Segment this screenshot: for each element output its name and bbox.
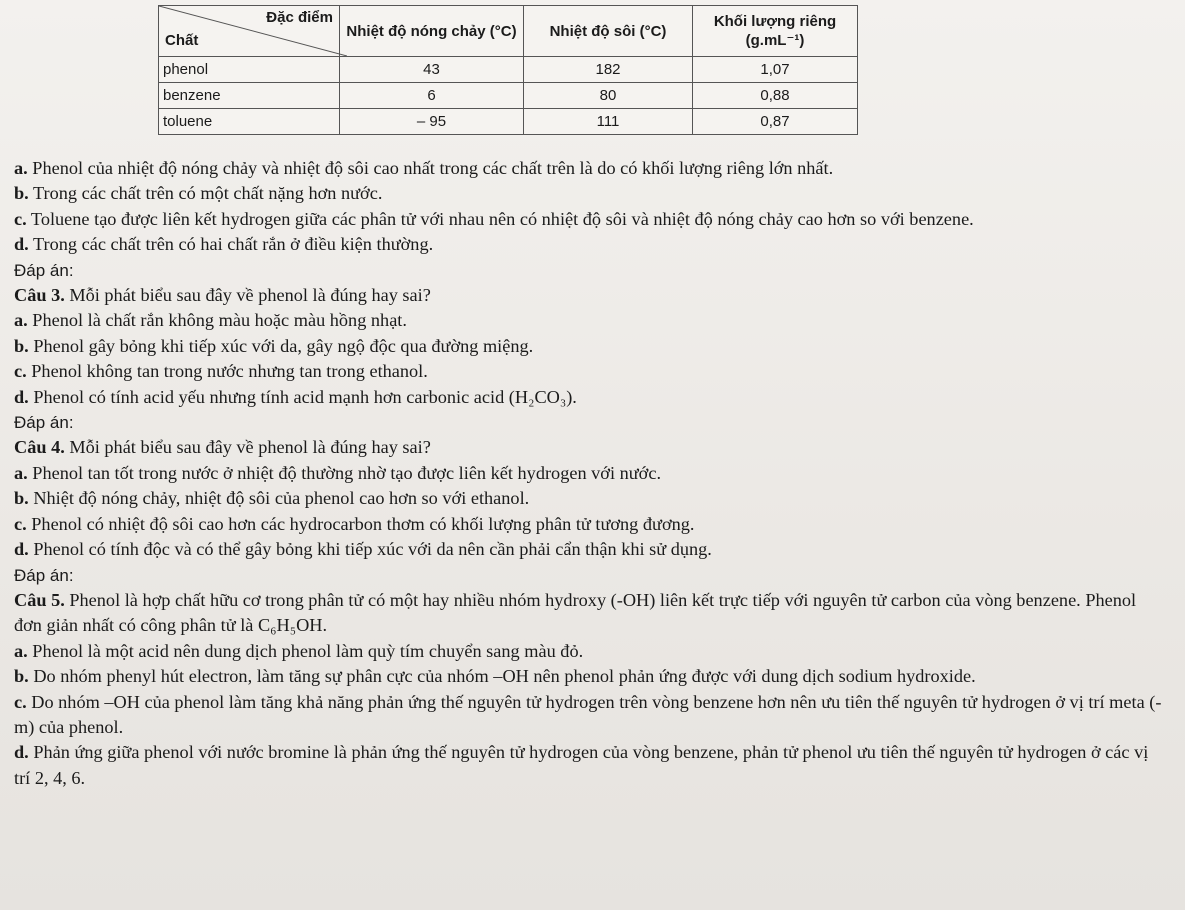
statement-label: d. [14, 234, 29, 255]
statement-label: c. [14, 691, 27, 712]
cell-name: toluene [159, 109, 340, 135]
statement-label: a. [14, 310, 28, 331]
statement-text: Phenol có nhiệt độ sôi cao hơn các hydrocarbon thơm có khối lượng phân tử tương đương. [26, 513, 695, 534]
header-density: Khối lượng riêng (g.mL⁻¹) [693, 6, 858, 57]
statement-text: Phenol có tính độc và có thể gây bỏng khi tiếp xúc với da nên cần phải cẩn thận khi sử dụng. [28, 539, 712, 560]
statement-text: Trong các chất trên có một chất nặng hơn nước. [28, 183, 383, 204]
cell-mp: – 95 [340, 109, 524, 135]
table-row [159, 109, 858, 135]
statement-label: d. [14, 539, 29, 560]
statement-label: b. [14, 183, 29, 204]
statement-label: c. [14, 208, 27, 229]
properties-table [158, 5, 858, 135]
statement-label: d. [14, 742, 29, 763]
q5-stem [14, 588, 1164, 639]
question-number: Câu 4. [14, 437, 65, 458]
statement-label: a. [14, 462, 28, 483]
table-corner-cell [159, 6, 340, 57]
corner-top-label: Đặc điểm [266, 9, 333, 26]
statement-text: Trong các chất trên có hai chất rắn ở điều kiện thường. [28, 234, 434, 255]
statement-text: Phenol là một acid nên dung dịch phenol làm quỳ tím chuyển sang màu đỏ. [27, 640, 584, 661]
q4-answer-label: Đáp án: [14, 565, 74, 585]
statement-label: b. [14, 488, 29, 509]
q2-answer-label: Đáp án: [14, 260, 74, 280]
table-header-row [159, 6, 858, 57]
statement-label: c. [14, 513, 27, 534]
statement-label: d. [14, 386, 29, 407]
q4-stem [14, 435, 1164, 460]
document-body [14, 156, 1164, 791]
statement-label: a. [14, 640, 28, 661]
q3-answer-label: Đáp án: [14, 413, 74, 433]
statement-text: Phenol không tan trong nước nhưng tan trong ethanol. [26, 361, 428, 382]
statement-label: a. [14, 158, 28, 178]
statement-text: Nhiệt độ nóng chảy, nhiệt độ sôi của phenol cao hơn so với ethanol. [28, 488, 530, 509]
q3-statement-c [14, 359, 1164, 384]
statement-text: Toluene tạo được liên kết hydrogen giữa các phân tử với nhau nên có nhiệt độ sôi và nhiệt độ nóng chảy cao hơn so với benzene. [26, 208, 974, 229]
q5-statement-d [14, 740, 1164, 791]
q3-stem [14, 283, 1164, 308]
q4-statement-d [14, 537, 1164, 562]
cell-bp: 111 [524, 109, 693, 135]
q3-statement-b [14, 334, 1164, 359]
q2-statement-c [14, 207, 1164, 232]
question-text: Phenol là hợp chất hữu cơ trong phân tử có một hay nhiều nhóm hydroxy (-OH) liên kết trực tiếp với nguyên tử carbon của vòng benzene. Phenol đơn giản nhất có công phân tử là C₆H₅OH. [14, 589, 1137, 636]
statement-text: Phenol có tính acid yếu nhưng tính acid mạnh hơn carbonic acid (H₂CO₃). [28, 386, 577, 407]
statement-label: b. [14, 666, 29, 687]
statement-label: b. [14, 335, 29, 356]
statement-text: Do nhóm phenyl hút electron, làm tăng sự phân cực của nhóm –OH nên phenol phản ứng được với dung dịch sodium hydroxide. [28, 666, 976, 687]
cell-bp: 80 [524, 83, 693, 109]
q5-statement-c [14, 690, 1164, 741]
statement-text: Phenol là chất rắn không màu hoặc màu hồng nhạt. [27, 310, 407, 331]
corner-bottom-label: Chất [165, 32, 199, 49]
question-number: Câu 3. [14, 285, 65, 306]
q4-statement-b [14, 486, 1164, 511]
cell-name: benzene [159, 83, 340, 109]
statement-text: Phenol tan tốt trong nước ở nhiệt độ thường nhờ tạo được liên kết hydrogen với nước. [27, 462, 662, 483]
statement-label: c. [14, 361, 27, 382]
cell-mp: 43 [340, 57, 524, 83]
q2-statement-d [14, 232, 1164, 257]
question-number: Câu 5. [14, 589, 65, 610]
q3-statement-d [14, 385, 1164, 410]
cell-density: 0,88 [693, 83, 858, 109]
header-melting-point: Nhiệt độ nóng chảy (°C) [340, 6, 524, 57]
q5-statement-a [14, 639, 1164, 664]
table-row [159, 57, 858, 83]
q5-statement-b [14, 664, 1164, 689]
cell-bp: 182 [524, 57, 693, 83]
cell-mp: 6 [340, 83, 524, 109]
q4-statement-c [14, 512, 1164, 537]
table-row [159, 83, 858, 109]
cell-name: phenol [159, 57, 340, 83]
statement-text: Phenol của nhiệt độ nóng chảy và nhiệt độ sôi cao nhất trong các chất trên là do có khối lượng riêng lớn nhất. [27, 158, 834, 178]
cell-density: 1,07 [693, 57, 858, 83]
q2-statement-b [14, 181, 1164, 206]
header-boiling-point: Nhiệt độ sôi (°C) [524, 6, 693, 57]
statement-text: Do nhóm –OH của phenol làm tăng khả năng phản ứng thế nguyên tử hydrogen trên vòng benzene hơn nên ưu tiên thế nguyên tử hydrogen ở vị trí meta (-m) của phenol. [14, 691, 1162, 737]
q4-statement-a [14, 461, 1164, 486]
properties-table-container [158, 5, 858, 135]
cell-density: 0,87 [693, 109, 858, 135]
q2-statement-a [14, 156, 1164, 181]
q3-statement-a [14, 308, 1164, 333]
question-text: Mỗi phát biểu sau đây về phenol là đúng hay sai? [64, 285, 431, 306]
question-text: Mỗi phát biểu sau đây về phenol là đúng hay sai? [64, 437, 431, 458]
statement-text: Phản ứng giữa phenol với nước bromine là phản ứng thế nguyên tử hydrogen của vòng benzene, phản tử phenol ưu tiên thế nguyên tử hydrogen ở các vị trí 2, 4, 6. [14, 742, 1149, 788]
statement-text: Phenol gây bỏng khi tiếp xúc với da, gây ngộ độc qua đường miệng. [28, 335, 534, 356]
